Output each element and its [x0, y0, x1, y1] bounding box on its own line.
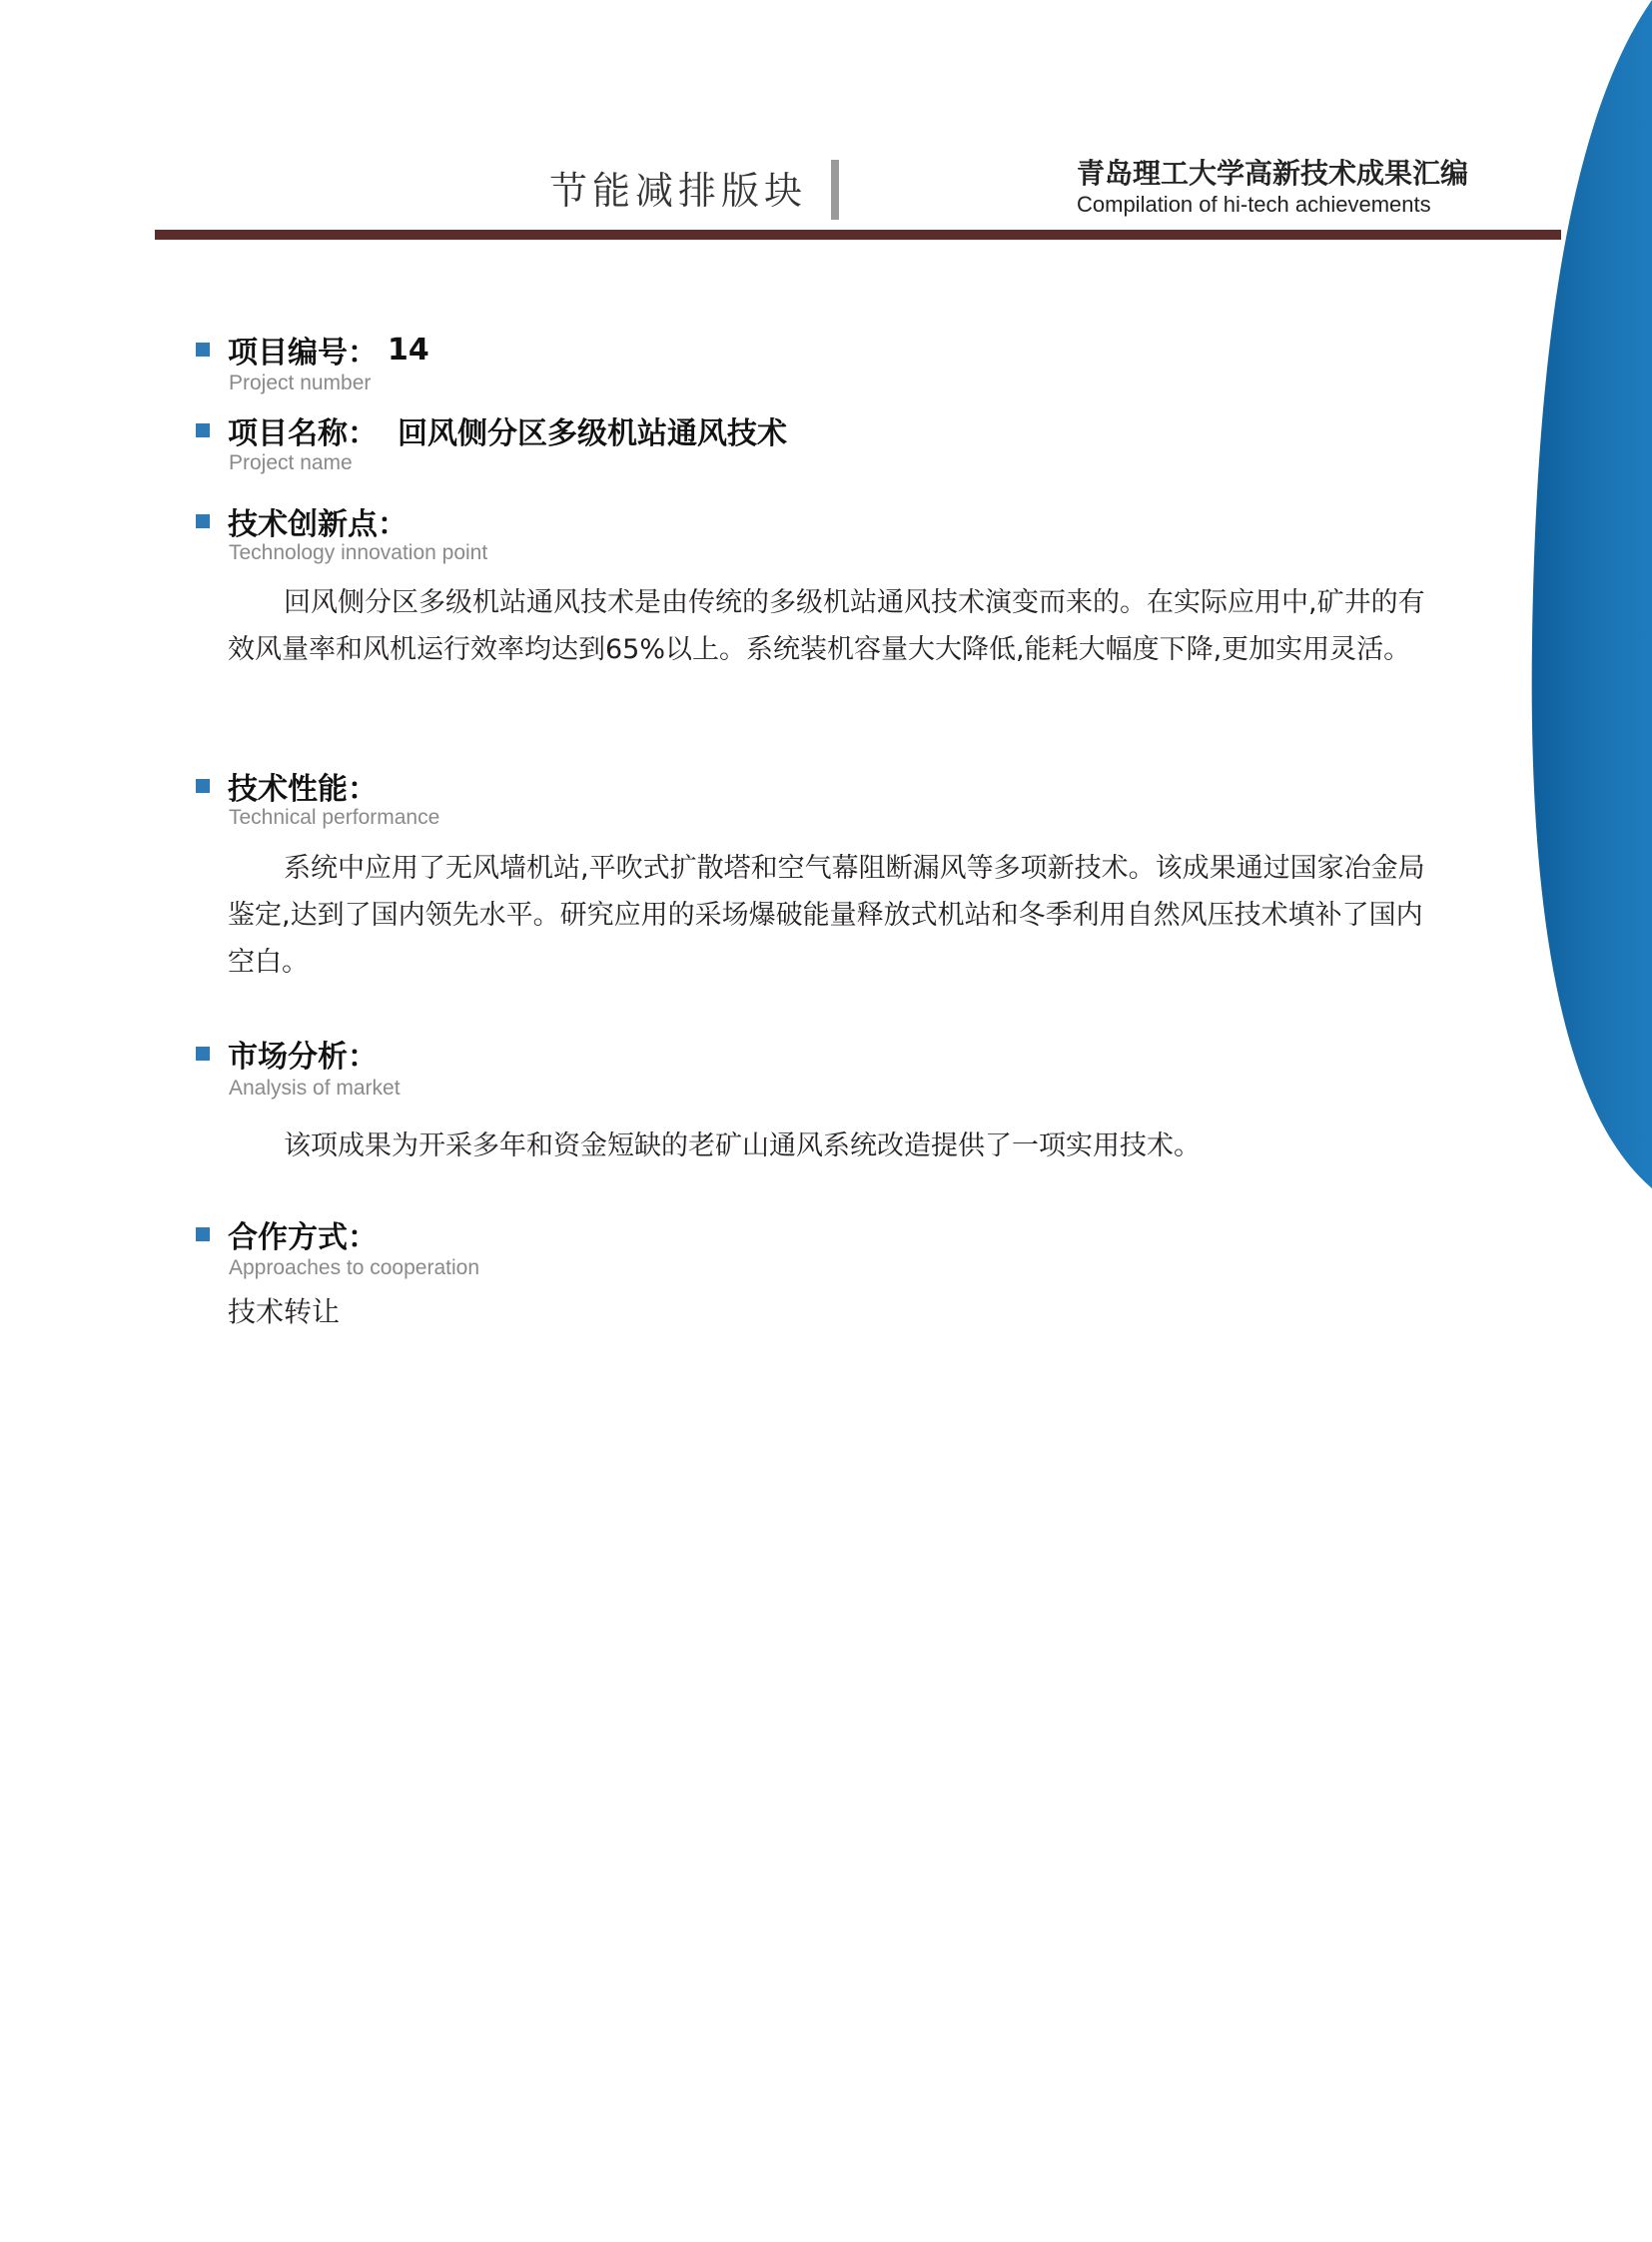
innovation-text: 回风侧分区多级机站通风技术是由传统的多级机站通风技术演变而来的。在实际应用中,矿井的有效风量率和风机运行效率均达到65%以上。系统装机容量大大降低,能耗大幅度下降,更加实用灵活。: [228, 587, 1425, 665]
page-header: [0, 0, 1652, 260]
project-number-label: 项目编号：: [228, 336, 378, 371]
project-name-value: 回风侧分区多级机站通风技术: [398, 416, 787, 451]
project-number-heading: [196, 328, 429, 372]
section-title: 节能减排版块: [549, 169, 808, 213]
bullet-square-icon: [196, 1227, 210, 1241]
bullet-square-icon: [196, 1047, 210, 1061]
project-name-label: 项目名称：: [228, 416, 378, 451]
innovation-heading: [196, 499, 408, 543]
performance-english: Technical performance: [229, 806, 440, 829]
performance-label: 技术性能：: [228, 772, 378, 807]
project-number-value: 14: [388, 332, 429, 368]
cooperation-label: 合作方式：: [228, 1220, 378, 1255]
project-name-english: Project name: [229, 451, 353, 474]
innovation-label: 技术创新点：: [228, 507, 408, 542]
book-subtitle: Compilation of hi-tech achievements: [1077, 192, 1431, 217]
market-heading: [196, 1032, 378, 1076]
performance-heading: [196, 764, 378, 808]
bullet-square-icon: [196, 779, 210, 793]
cooperation-heading: [196, 1212, 378, 1256]
market-english: Analysis of market: [229, 1077, 401, 1100]
market-label: 市场分析：: [228, 1040, 378, 1075]
bullet-square-icon: [196, 423, 210, 437]
innovation-english: Technology innovation point: [229, 541, 488, 564]
cooperation-text: 技术转让: [228, 1295, 341, 1328]
project-name-heading: [196, 408, 787, 452]
header-rule: [155, 230, 1561, 240]
cooperation-english: Approaches to cooperation: [229, 1256, 480, 1279]
title-divider: [831, 160, 839, 220]
performance-text: 系统中应用了无风墙机站,平吹式扩散塔和空气幕阻断漏风等多项新技术。该成果通过国家冶金局鉴定,达到了国内领先水平。研究应用的采场爆破能量释放式机站和冬季利用自然风压技术填补了国内空白。: [228, 853, 1425, 978]
bullet-square-icon: [196, 514, 210, 528]
project-number-english: Project number: [229, 372, 372, 394]
bullet-square-icon: [196, 343, 210, 357]
market-text: 该项成果为开采多年和资金短缺的老矿山通风系统改造提供了一项实用技术。: [284, 1130, 1201, 1161]
book-title: 青岛理工大学高新技术成果汇编: [1077, 157, 1469, 190]
